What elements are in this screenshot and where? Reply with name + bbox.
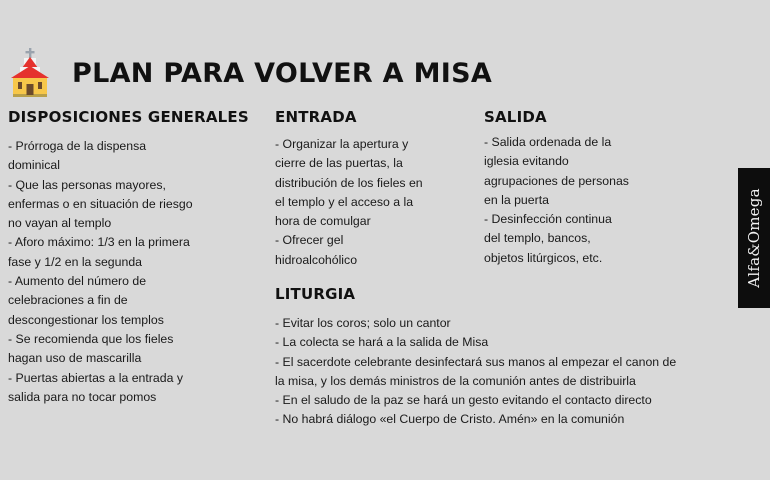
list-item: - Prórroga de la dispensa [8, 139, 147, 153]
list-item: celebraciones a fin de [8, 293, 128, 308]
list-item: - En el saludo de la paz se hará un gesto evitando el contacto directo [275, 393, 652, 408]
list-item: en la puerta [484, 192, 549, 207]
list-item: - El sacerdote celebrante desinfectará sus manos al empezar el canon de [275, 354, 677, 369]
list-item: agrupaciones de personas [484, 173, 629, 188]
list-item: - Aumento del número de [8, 274, 147, 289]
list-item: - Aforo máximo: 1/3 en la primera [8, 235, 190, 250]
list-item: - La colecta se hará a la salida de Misa [275, 335, 489, 350]
list-item: dominical [8, 158, 60, 173]
list-item: - Ofrecer gel [275, 233, 344, 248]
list-item: - Desinfección continua [484, 212, 612, 227]
list-item: hora de comulgar [275, 214, 371, 229]
list-item: el templo y el acceso a la [275, 194, 414, 209]
section-generales-lines [8, 137, 193, 407]
list-item: hagan uso de mascarilla [8, 351, 142, 366]
list-item: - Que las personas mayores, [8, 177, 166, 192]
list-item: la misa, y los demás ministros de la comunión antes de distribuirla [275, 373, 636, 388]
list-item: descongestionar los templos [8, 312, 164, 327]
list-item: hidroalcohólico [275, 252, 358, 267]
section-title-generales: DISPOSICIONES GENERALES [8, 108, 249, 126]
list-item: cierre de las puertas, la [275, 156, 403, 171]
section-entrada-lines [275, 135, 423, 270]
list-item: - Se recomienda que los fieles [8, 331, 174, 346]
list-item: objetos litúrgicos, etc. [484, 250, 603, 265]
church-icon [8, 48, 52, 98]
list-item: salida para no tocar pomos [8, 389, 157, 404]
list-item: - No habrá diálogo «el Cuerpo de Cristo. Amén» en la comunión [275, 412, 625, 427]
section-salida-lines [484, 133, 629, 268]
list-item: fase y 1/2 en la segunda [8, 254, 142, 269]
list-item: - Salida ordenada de la [484, 135, 612, 149]
section-title-salida: SALIDA [484, 108, 547, 126]
brand-logo-text: Alfa&Omega [745, 188, 763, 288]
section-title-entrada: ENTRADA [275, 108, 357, 126]
page-title: PLAN PARA VOLVER A MISA [72, 57, 493, 89]
list-item: - Puertas abiertas a la entrada y [8, 370, 183, 385]
list-item: - Organizar la apertura y [275, 137, 409, 151]
brand-badge [738, 168, 770, 308]
section-title-liturgia: LITURGIA [275, 285, 356, 303]
title-row [8, 48, 492, 98]
list-item: distribución de los fieles en [275, 175, 423, 190]
list-item: no vayan al templo [8, 216, 112, 231]
section-liturgia-lines [275, 314, 676, 430]
list-item: del templo, bancos, [484, 231, 591, 246]
list-item: iglesia evitando [484, 154, 569, 169]
list-item: enfermas o en situación de riesgo [8, 196, 193, 211]
list-item: - Evitar los coros; solo un cantor [275, 316, 451, 330]
